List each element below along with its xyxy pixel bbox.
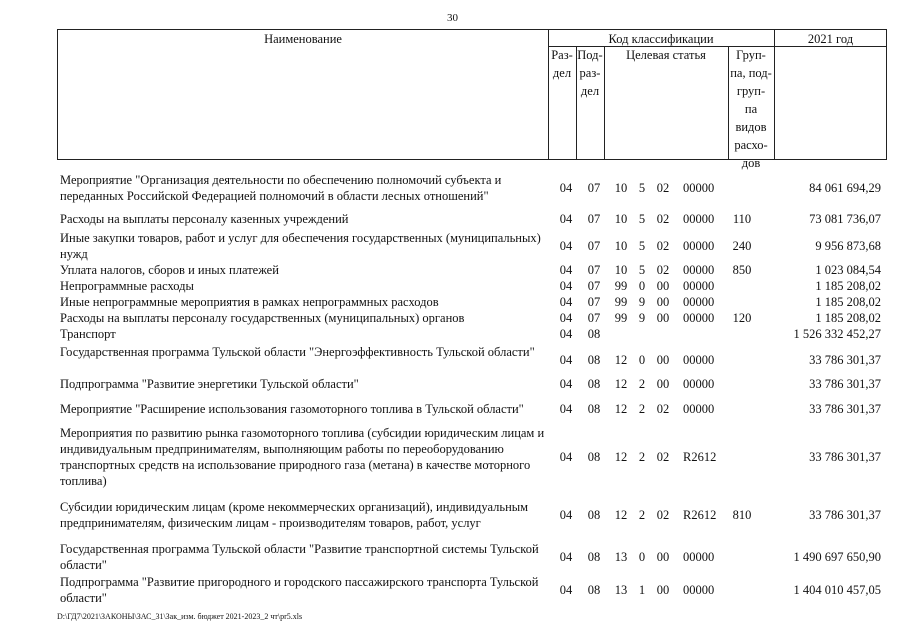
row-pr: 08 <box>587 377 601 391</box>
row-t3: 00 <box>656 279 670 293</box>
table-row <box>0 401 905 417</box>
row-vr: 850 <box>732 263 752 277</box>
row-t1: 10 <box>614 239 628 253</box>
row-t4: 00000 <box>683 550 715 564</box>
row-t2: 0 <box>638 550 646 564</box>
row-name: Государственная программа Тульской области "Развитие транспортной системы Тульской области" <box>60 542 539 572</box>
row-t2: 5 <box>638 263 646 277</box>
row-t3: 02 <box>656 402 670 416</box>
row-t1: 99 <box>614 279 628 293</box>
row-vr: 110 <box>732 212 752 226</box>
row-name: Подпрограмма "Развитие пригородного и городского пассажирского транспорта Тульской области" <box>60 575 539 605</box>
row-rz: 04 <box>559 353 573 367</box>
page-number: 30 <box>447 12 458 24</box>
row-t2: 0 <box>638 353 646 367</box>
row-t3: 00 <box>656 295 670 309</box>
row-t3: 02 <box>656 212 670 226</box>
row-t4: 00000 <box>683 402 715 416</box>
row-sum: 1 185 208,02 <box>815 295 881 309</box>
row-t3: 02 <box>656 450 670 464</box>
row-t2: 9 <box>638 311 646 325</box>
row-pr: 07 <box>587 279 601 293</box>
row-t2: 2 <box>638 402 646 416</box>
row-pr: 07 <box>587 311 601 325</box>
row-t1: 12 <box>614 508 628 522</box>
row-pr: 07 <box>587 212 601 226</box>
row-t2: 5 <box>638 239 646 253</box>
header-group: Груп- па, под- груп- па видов расхо- дов <box>730 48 772 170</box>
row-name: Иные непрограммные мероприятия в рамках непрограммных расходов <box>60 295 439 309</box>
file-path: D:\ГД7\2021\ЗАКОНЫ\ЗАС_31\Зак_изм. бюджет 2021-2023_2 чт\pr5.xls <box>57 612 303 621</box>
row-t3: 02 <box>656 263 670 277</box>
row-pr: 08 <box>587 402 601 416</box>
row-t3: 02 <box>656 181 670 195</box>
row-t3: 00 <box>656 377 670 391</box>
row-t4: 00000 <box>683 181 715 195</box>
row-pr: 07 <box>587 181 601 195</box>
row-pr: 08 <box>587 327 601 341</box>
row-t3: 00 <box>656 550 670 564</box>
row-rz: 04 <box>559 212 573 226</box>
row-t3: 02 <box>656 239 670 253</box>
row-sum: 33 786 301,37 <box>809 402 881 416</box>
row-vr: 240 <box>732 239 752 253</box>
row-t2: 5 <box>638 181 646 195</box>
row-t1: 12 <box>614 450 628 464</box>
row-rz: 04 <box>559 327 573 341</box>
table-row <box>0 541 905 573</box>
row-t1: 12 <box>614 402 628 416</box>
row-pr: 08 <box>587 450 601 464</box>
row-rz: 04 <box>559 450 573 464</box>
row-t2: 2 <box>638 450 646 464</box>
header-razdel: Раз- дел <box>551 48 573 80</box>
row-t2: 2 <box>638 377 646 391</box>
table-row <box>0 499 905 531</box>
row-t1: 99 <box>614 295 628 309</box>
table-row <box>0 574 905 606</box>
row-t4: 00000 <box>683 311 715 325</box>
row-name: Мероприятия по развитию рынка газомоторного топлива (субсидии юридическим лицам и индивидуальным предпринимателям, выполняющим работы по переоборудованию транспортных средств на использование природного газа (метана) в качестве моторного топлива) <box>60 426 545 488</box>
row-t4: R2612 <box>683 508 717 522</box>
row-t1: 12 <box>614 377 628 391</box>
row-rz: 04 <box>559 181 573 195</box>
row-sum: 33 786 301,37 <box>809 450 881 464</box>
row-t1: 13 <box>614 550 628 564</box>
row-rz: 04 <box>559 295 573 309</box>
row-t1: 13 <box>614 583 628 597</box>
table-row <box>0 425 905 489</box>
row-rz: 04 <box>559 311 573 325</box>
row-t4: 00000 <box>683 263 715 277</box>
row-pr: 08 <box>587 583 601 597</box>
row-name: Транспорт <box>60 327 116 341</box>
row-rz: 04 <box>559 550 573 564</box>
row-t4: 00000 <box>683 279 715 293</box>
row-t3: 02 <box>656 508 670 522</box>
table-header <box>57 29 887 170</box>
header-code: Код классификации <box>608 32 714 46</box>
header-target: Целевая статья <box>626 48 706 62</box>
row-name: Расходы на выплаты персоналу государственных (муниципальных) органов <box>60 311 465 325</box>
row-name: Непрограммные расходы <box>60 279 194 293</box>
row-rz: 04 <box>559 279 573 293</box>
row-t3: 00 <box>656 311 670 325</box>
row-pr: 07 <box>587 239 601 253</box>
row-rz: 04 <box>559 263 573 277</box>
row-sum: 9 956 873,68 <box>815 239 881 253</box>
row-rz: 04 <box>559 377 573 391</box>
row-name: Субсидии юридическим лицам (кроме некоммерческих организаций), индивидуальным предпринимателям, физическим лицам - производителям товаров, работ, услуг <box>60 500 529 530</box>
table-row <box>0 172 905 204</box>
row-t4: 00000 <box>683 212 715 226</box>
row-t2: 1 <box>638 583 646 597</box>
table-row <box>0 294 905 310</box>
table-row <box>0 211 905 227</box>
table-row <box>0 310 905 326</box>
row-pr: 08 <box>587 550 601 564</box>
row-t4: 00000 <box>683 353 715 367</box>
row-t1: 10 <box>614 212 628 226</box>
row-sum: 1 185 208,02 <box>815 311 881 325</box>
row-pr: 07 <box>587 263 601 277</box>
row-name: Мероприятие "Организация деятельности по обеспечению полномочий субъекта и переданных Российской Федерацией полномочий в области лесных отношений" <box>60 173 502 203</box>
row-sum: 1 023 084,54 <box>815 263 881 277</box>
row-t1: 99 <box>614 311 628 325</box>
header-year: 2021 год <box>807 32 854 46</box>
row-sum: 1 404 010 457,05 <box>793 583 881 597</box>
row-t4: 00000 <box>683 239 715 253</box>
row-rz: 04 <box>559 583 573 597</box>
row-t2: 5 <box>638 212 646 226</box>
row-rz: 04 <box>559 402 573 416</box>
table-row <box>0 376 905 392</box>
row-t1: 12 <box>614 353 628 367</box>
row-sum: 1 185 208,02 <box>815 279 881 293</box>
row-name: Мероприятие "Расширение использования газомоторного топлива в Тульской области" <box>60 402 524 416</box>
row-vr: 120 <box>732 311 752 325</box>
row-t4: 00000 <box>683 377 715 391</box>
row-t2: 0 <box>638 279 646 293</box>
row-name: Уплата налогов, сборов и иных платежей <box>60 263 279 277</box>
row-pr: 08 <box>587 353 601 367</box>
row-name: Иные закупки товаров, работ и услуг для обеспечения государственных (муниципальных) нужд <box>60 231 541 261</box>
table-row <box>0 326 905 342</box>
row-name: Государственная программа Тульской области "Энергоэффективность Тульской области" <box>60 345 535 359</box>
row-t4: 00000 <box>683 583 715 597</box>
row-t3: 00 <box>656 583 670 597</box>
row-sum: 33 786 301,37 <box>809 377 881 391</box>
row-t2: 2 <box>638 508 646 522</box>
row-sum: 73 081 736,07 <box>809 212 881 226</box>
row-t3: 00 <box>656 353 670 367</box>
row-t4: 00000 <box>683 295 715 309</box>
header-name: Наименование <box>264 32 342 46</box>
row-name: Расходы на выплаты персоналу казенных учреждений <box>60 212 349 226</box>
row-t2: 9 <box>638 295 646 309</box>
row-pr: 08 <box>587 508 601 522</box>
row-sum: 1 526 332 452,27 <box>793 327 881 341</box>
table-row <box>0 262 905 278</box>
row-t1: 10 <box>614 181 628 195</box>
row-rz: 04 <box>559 239 573 253</box>
row-sum: 84 061 694,29 <box>809 181 881 195</box>
table-row <box>0 278 905 294</box>
row-name: Подпрограмма "Развитие энергетики Тульской области" <box>60 377 359 391</box>
table-row <box>0 230 905 262</box>
header-podrazdel: Под- раз- дел <box>577 48 603 98</box>
table-row <box>0 344 905 376</box>
row-vr: 810 <box>732 508 752 522</box>
row-sum: 33 786 301,37 <box>809 508 881 522</box>
row-pr: 07 <box>587 295 601 309</box>
row-sum: 33 786 301,37 <box>809 353 881 367</box>
row-t1: 10 <box>614 263 628 277</box>
row-rz: 04 <box>559 508 573 522</box>
row-sum: 1 490 697 650,90 <box>793 550 881 564</box>
row-t4: R2612 <box>683 450 717 464</box>
